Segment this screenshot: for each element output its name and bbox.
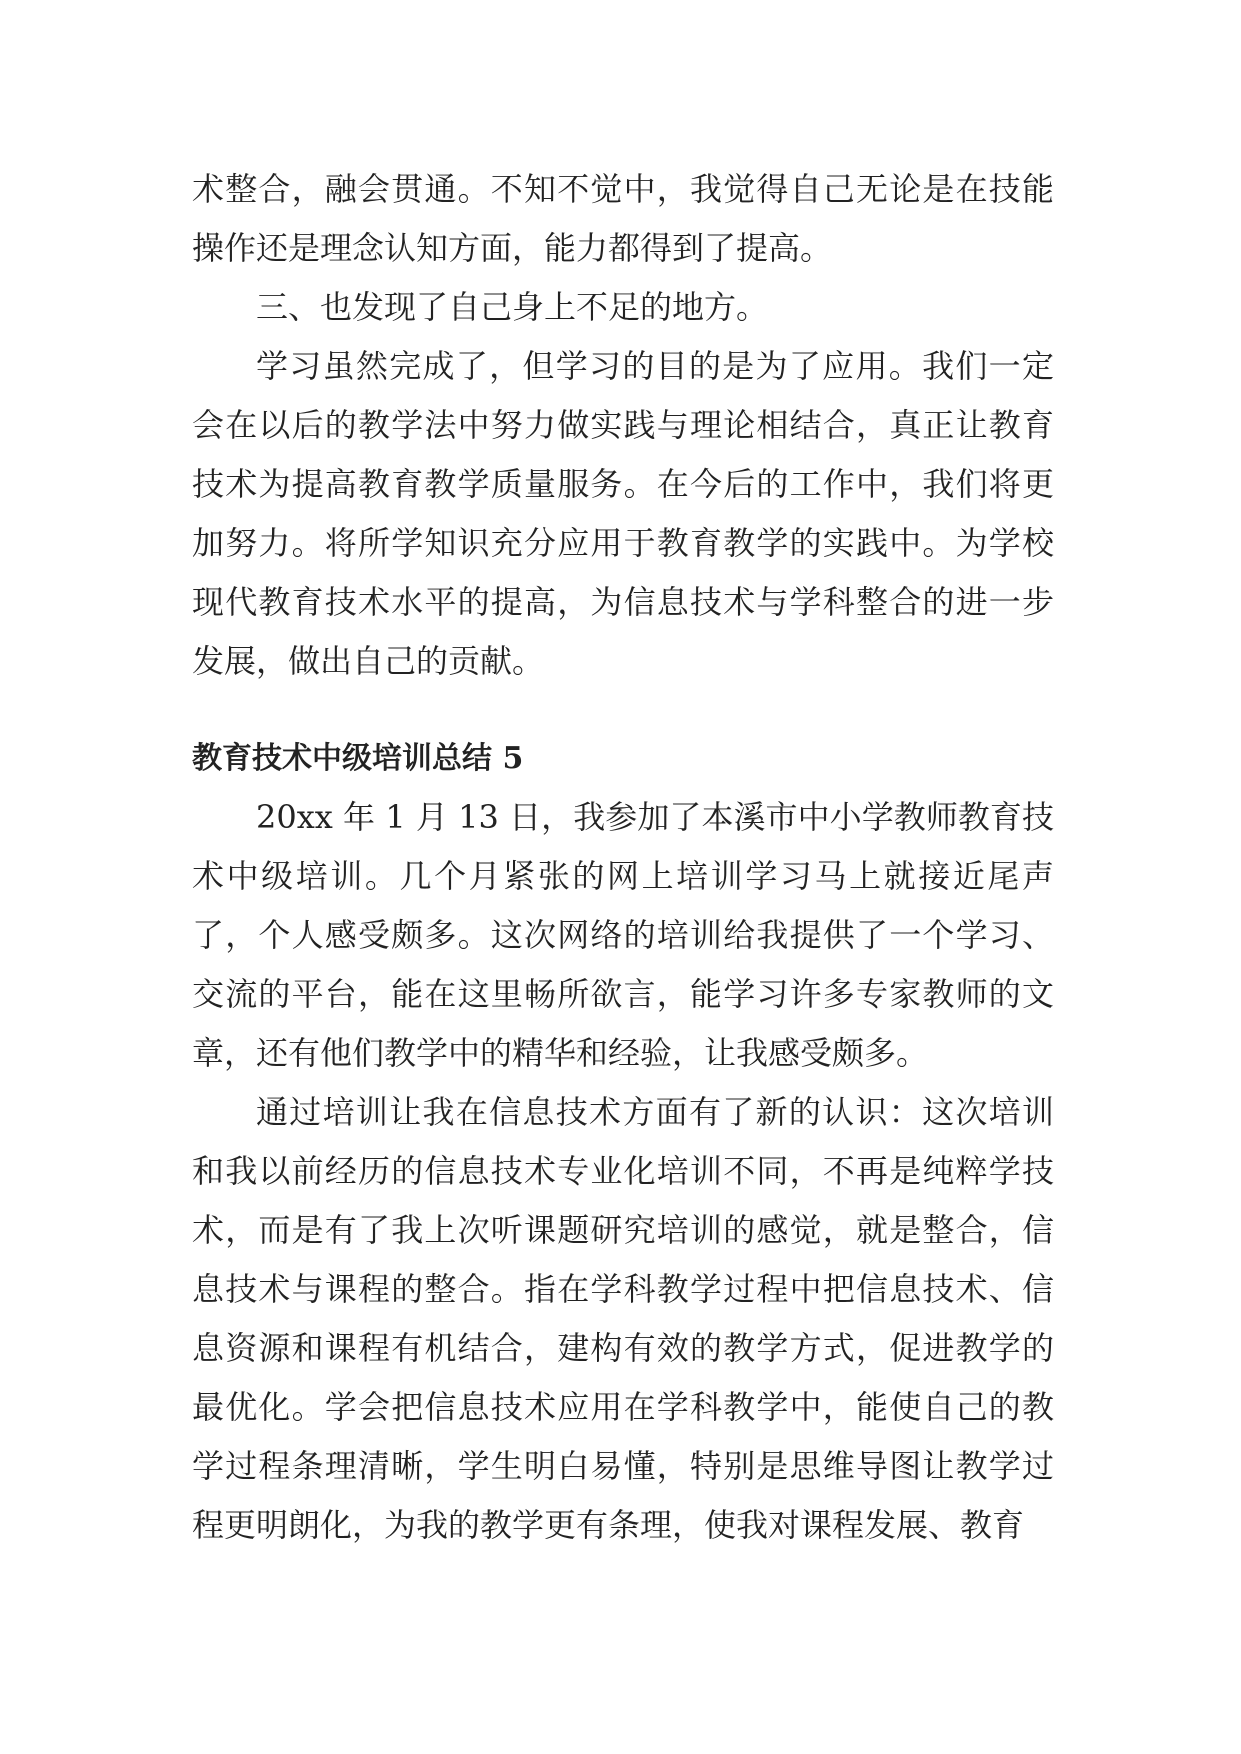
paragraph-point-three: 三、也发现了自己身上不足的地方。	[256, 288, 769, 326]
paragraph-continuation: 术整合，融会贯通。不知不觉中，我觉得自己无论是在技能操作还是理念认知方面，能力都得到了提高。	[192, 170, 1054, 267]
paragraph-training-intro: 20xx 年 1 月 13 日，我参加了本溪市中小学教师教育技术中级培训。几个月紧张的网上培训学习马上就接近尾声了，个人感受颇多。这次网络的培训给我提供了一个学习、交流的平台，能在这里畅所欲言，能学习许多专家教师的文章，还有他们教学中的精华和经验，让我感受颇多。	[192, 798, 1054, 1072]
section-heading: 教育技术中级培训总结 5	[192, 741, 524, 776]
paragraph-application: 学习虽然完成了，但学习的目的是为了应用。我们一定会在以后的教学法中努力做实践与理论相结合，真正让教育技术为提高教育教学质量服务。在今后的工作中，我们将更加努力。将所学知识充分应用于教育教学的实践中。为学校现代教育技术水平的提高，为信息技术与学科整合的进一步发展，做出自己的贡献。	[192, 347, 1054, 680]
paragraph-new-understanding: 通过培训让我在信息技术方面有了新的认识：这次培训和我以前经历的信息技术专业化培训不同，不再是纯粹学技术，而是有了我上次听课题研究培训的感觉，就是整合，信息技术与课程的整合。指在学科教学过程中把信息技术、信息资源和课程有机结合，建构有效的教学方式，促进教学的最优化。学会把信息技术应用在学科教学中，能使自己的教学过程条理清晰，学生明白易懂，特别是思维导图让教学过程更明朗化，为我的教学更有条理，使我对课程发展、教育	[192, 1093, 1054, 1544]
document-body	[192, 160, 1054, 1555]
